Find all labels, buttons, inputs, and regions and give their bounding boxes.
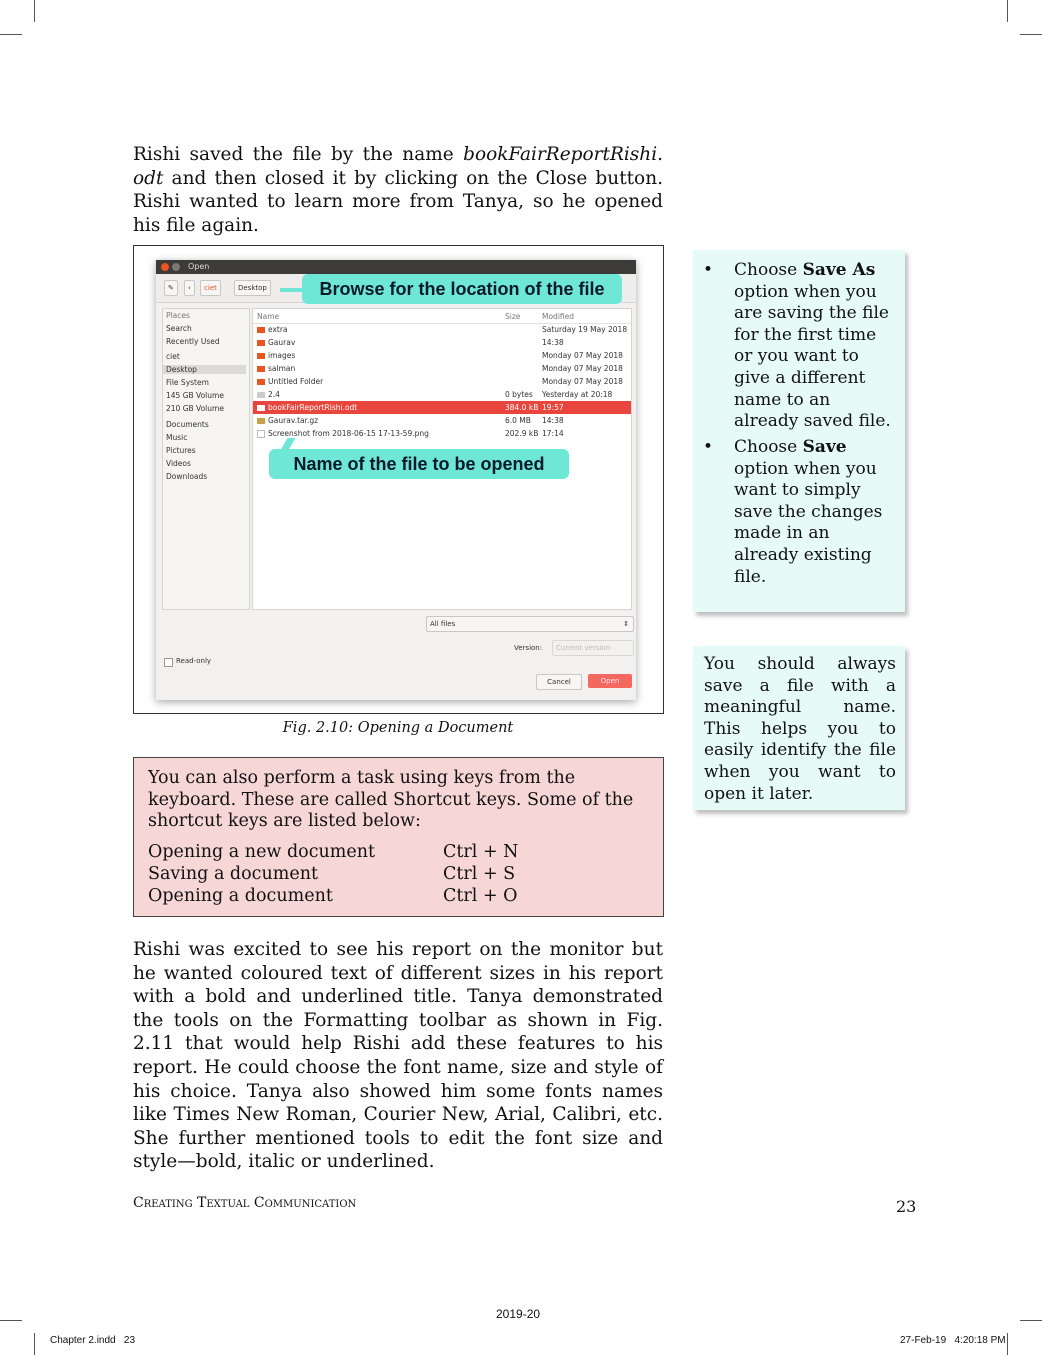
path-button-ciet[interactable]: ciet bbox=[200, 280, 221, 296]
path-button-desktop[interactable]: Desktop bbox=[234, 280, 271, 296]
callout-browse-location bbox=[302, 274, 622, 304]
place-music[interactable]: Music bbox=[166, 433, 188, 442]
file-size: 0 bytes bbox=[505, 390, 533, 399]
callout-file-name-text: Name of the file to be opened bbox=[293, 454, 545, 474]
crop-mark bbox=[1020, 34, 1042, 35]
place-pictures[interactable]: Pictures bbox=[166, 446, 196, 455]
tip-bold: Save As bbox=[802, 260, 876, 280]
image-file-icon bbox=[257, 430, 265, 438]
place-145gb[interactable]: 145 GB Volume bbox=[166, 391, 224, 400]
shortcut-row bbox=[148, 842, 648, 864]
place-filesystem[interactable]: File System bbox=[166, 378, 209, 387]
file-name: salman bbox=[268, 364, 296, 373]
crop-mark bbox=[1007, 1333, 1008, 1355]
file-modified: Monday 07 May 2018 bbox=[542, 351, 623, 360]
version-select[interactable] bbox=[552, 640, 634, 656]
crop-mark bbox=[1020, 1320, 1042, 1321]
file-size: 202.9 kB bbox=[505, 429, 539, 438]
place-desktop[interactable]: Desktop bbox=[163, 365, 246, 374]
file-list-header bbox=[253, 310, 631, 324]
folder-icon bbox=[257, 379, 265, 385]
file-size: 384.0 kB bbox=[505, 403, 539, 412]
folder-icon bbox=[257, 327, 265, 333]
file-modified: Monday 07 May 2018 bbox=[542, 364, 623, 373]
shortcut-row bbox=[148, 864, 648, 886]
shortcut-action: Opening a new document bbox=[148, 842, 376, 862]
crop-mark bbox=[1007, 0, 1008, 22]
file-modified: 17:14 bbox=[542, 429, 564, 438]
cancel-button[interactable]: Cancel bbox=[536, 674, 582, 690]
file-row[interactable] bbox=[253, 375, 631, 388]
figure-caption: Fig. 2.10: Opening a Document bbox=[282, 720, 514, 736]
column-modified[interactable]: Modified bbox=[542, 312, 575, 321]
intro-paragraph bbox=[133, 143, 663, 237]
file-row[interactable] bbox=[253, 427, 631, 440]
place-search[interactable]: Search bbox=[166, 324, 192, 333]
file-modified: Monday 07 May 2018 bbox=[542, 377, 623, 386]
place-recent[interactable]: Recently Used bbox=[166, 337, 220, 346]
close-icon[interactable] bbox=[161, 263, 169, 271]
file-row[interactable] bbox=[253, 323, 631, 336]
file-row-selected[interactable] bbox=[253, 401, 631, 414]
open-dialog bbox=[156, 260, 636, 700]
column-size[interactable]: Size bbox=[505, 312, 521, 321]
places-header: Places bbox=[166, 311, 190, 320]
tip-save-as bbox=[734, 260, 896, 433]
minimize-icon[interactable] bbox=[172, 263, 180, 271]
filter-select[interactable] bbox=[426, 616, 634, 632]
place-210gb[interactable]: 210 GB Volume bbox=[166, 404, 224, 413]
running-title: Creating Textual Communication bbox=[133, 1195, 357, 1211]
file-name: Untitled Folder bbox=[268, 377, 324, 386]
body-paragraph bbox=[133, 938, 663, 1174]
archive-icon bbox=[257, 418, 265, 424]
file-name: 2.4 bbox=[268, 390, 280, 399]
folder-icon bbox=[257, 366, 265, 372]
filename-italic: bookFairReportRishi. odt bbox=[133, 144, 663, 189]
year-label: 2019-20 bbox=[496, 1307, 541, 1321]
crop-mark bbox=[0, 1320, 22, 1321]
shortcut-action: Opening a document bbox=[148, 886, 333, 906]
back-icon[interactable]: ‹ bbox=[184, 280, 195, 296]
intro-text: Rishi saved the file by the name bbox=[133, 144, 464, 165]
tip-bullet: • bbox=[703, 260, 714, 280]
filter-value: All files bbox=[430, 620, 456, 628]
folder-icon bbox=[257, 340, 265, 346]
tip-text: option when you are saving the file for the first time or you want to give a different name to an already saved file. bbox=[734, 281, 891, 432]
file-row[interactable] bbox=[253, 349, 631, 362]
slug-left: Chapter 2.indd 23 bbox=[50, 1335, 136, 1346]
tip-box bbox=[693, 250, 905, 612]
callout-file-name bbox=[269, 449, 569, 479]
open-button[interactable]: Open bbox=[588, 674, 632, 688]
dialog-titlebar bbox=[156, 260, 636, 274]
readonly-label: Read-only bbox=[176, 657, 212, 665]
shortcut-action: Saving a document bbox=[148, 864, 319, 884]
place-ciet[interactable]: ciet bbox=[166, 352, 180, 361]
place-documents[interactable]: Documents bbox=[166, 420, 209, 429]
crop-mark bbox=[34, 1333, 35, 1355]
tip-text: option when you want to simply save the changes made in an already existing file. bbox=[734, 458, 883, 587]
shortcut-keys: Ctrl + S bbox=[443, 864, 516, 884]
tip-text: Choose bbox=[734, 260, 803, 280]
place-downloads[interactable]: Downloads bbox=[166, 472, 208, 481]
file-icon bbox=[257, 392, 265, 398]
version-label: Version: bbox=[514, 644, 543, 652]
folder-icon bbox=[257, 353, 265, 359]
tip-text: Choose bbox=[734, 437, 803, 457]
file-row[interactable] bbox=[253, 336, 631, 349]
file-modified: 19:57 bbox=[542, 403, 564, 412]
file-name: extra bbox=[268, 325, 288, 334]
intro-text-continued: and then closed it by clicking on the Close button. Rishi wanted to learn more from Tanya, so he opened his file again. bbox=[133, 167, 663, 236]
file-name: Screenshot from 2018-06-15 17-13-59.png bbox=[268, 429, 429, 438]
crop-mark bbox=[34, 0, 35, 22]
column-name[interactable]: Name bbox=[257, 312, 280, 321]
figure-frame bbox=[133, 245, 664, 714]
shortcut-keys: Ctrl + N bbox=[443, 842, 519, 862]
shortcut-row bbox=[148, 886, 648, 908]
file-name: bookFairReportRishi.odt bbox=[268, 403, 358, 412]
file-name: images bbox=[268, 351, 296, 360]
version-value: Current version bbox=[556, 644, 611, 652]
file-name: Gaurav bbox=[268, 338, 296, 347]
crop-mark bbox=[0, 34, 22, 35]
file-size: 6.0 MB bbox=[505, 416, 531, 425]
document-icon bbox=[257, 405, 265, 411]
edit-path-icon[interactable]: ✎ bbox=[164, 280, 178, 296]
shortcut-keys: Ctrl + O bbox=[443, 886, 518, 906]
file-row[interactable] bbox=[253, 414, 631, 427]
tip-bullet: • bbox=[703, 437, 714, 457]
body-text: Rishi was excited to see his report on the monitor but he wanted coloured text of different sizes in his report with a bold and underlined title. Tanya demonstrated the tools on the Formatting toolbar as shown in Fig. 2.11 that would help Rishi add these features to his report. He could choose the font name, size and style of his choice. Tanya also showed him some fonts names like Times New Roman, Courier New, Arial, Calibri, etc. She further mentioned tools to edit the font size and style—bold, italic or underlined. bbox=[133, 939, 663, 1173]
file-row[interactable] bbox=[253, 362, 631, 375]
file-name: Gaurav.tar.gz bbox=[268, 416, 319, 425]
file-modified: 14:38 bbox=[542, 338, 564, 347]
dropdown-icon: ⇕ bbox=[623, 620, 629, 628]
file-modified: Saturday 19 May 2018 bbox=[542, 325, 628, 334]
dialog-title: Open bbox=[188, 262, 210, 271]
callout-pointer bbox=[280, 288, 304, 292]
tip-bold: Save bbox=[802, 437, 847, 457]
note-text: You should always save a file with a meaningful name. This helps you to easily identify the file when you want to open it later. bbox=[704, 654, 896, 804]
file-modified: 14:38 bbox=[542, 416, 564, 425]
slug-right: 27-Feb-19 4:20:18 PM bbox=[900, 1335, 1006, 1346]
readonly-checkbox[interactable] bbox=[164, 658, 173, 667]
note-box bbox=[693, 646, 905, 810]
file-row[interactable] bbox=[253, 388, 631, 401]
place-videos[interactable]: Videos bbox=[166, 459, 191, 468]
tip-save bbox=[734, 437, 896, 588]
file-modified: Yesterday at 20:18 bbox=[542, 390, 613, 399]
shortcut-box bbox=[133, 757, 664, 917]
shortcut-intro: You can also perform a task using keys from the keyboard. These are called Shortcut keys. Some of the shortcut keys are listed below: bbox=[148, 768, 634, 832]
places-panel bbox=[162, 308, 250, 610]
callout-browse-text: Browse for the location of the file bbox=[319, 279, 605, 299]
page-number: 23 bbox=[896, 1197, 917, 1216]
